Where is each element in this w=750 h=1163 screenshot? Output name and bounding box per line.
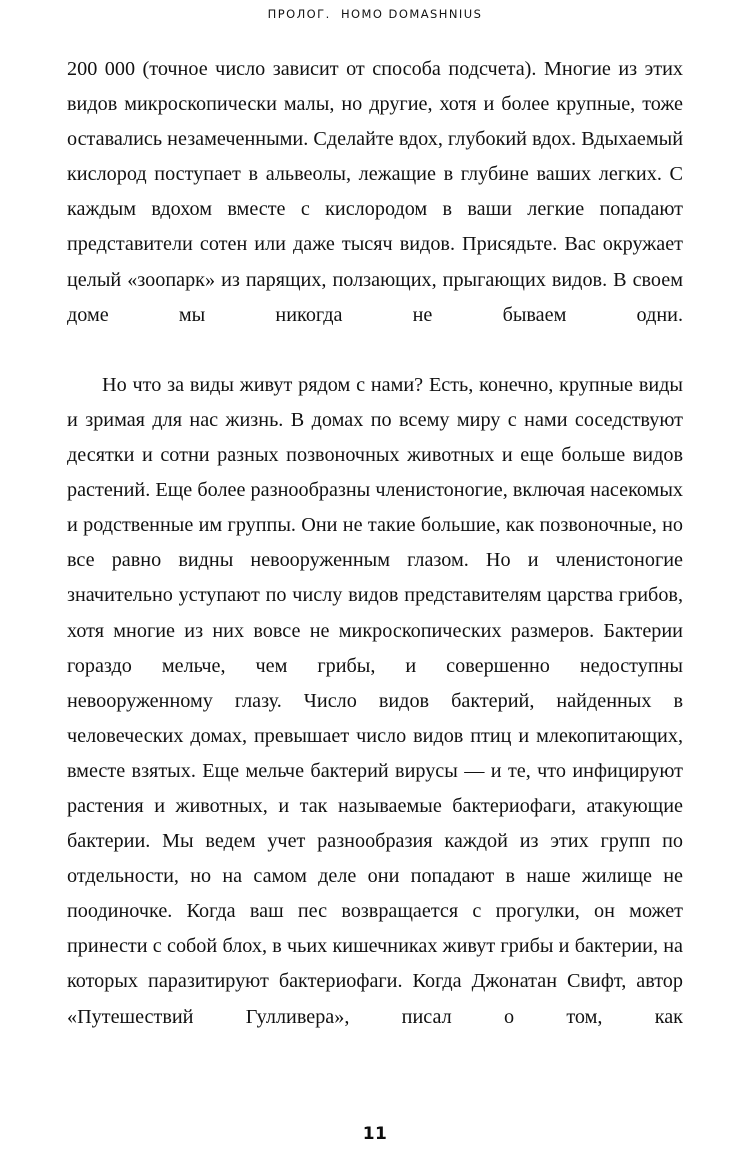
paragraph-2: Но что за виды живут рядом с нами? Есть, конечно, крупные виды и зримая для нас жизнь. В домах по всему миру с нами соседствуют десятки и сотни разных позвоночных животных и еще больше видов растений. Еще более разнообразны членистоногие, включая насекомых и родственные им группы. Они не такие большие, как позвоночные, но все равно видны невооруженным глазом. Но и членистоногие значительно уступают по числу видов представителям царства грибов, хотя многие из них вовсе не микроскопических размеров. Бактерии гораздо мельче, чем грибы, и совершенно недоступны невооруженному глазу. Число видов бактерий, найденных в человеческих домах, превышает число видов птиц и млекопитающих, вместе взятых. Еще мельче бактерий вирусы — и те, что инфицируют растения и животных, и так называемые бактериофаги, атакующие бактерии. Мы ведем учет разнообразия каждой из этих групп по отдельности, но на самом деле они попадают в наше жилище не поодиночке. Когда ваш пес возвращается с прогулки, он может принести с собой блох, в чьих кишечниках живут грибы и бактерии, на которых паразитируют бактериофаги. Когда Джонатан Свифт, автор «Путешествий Гулливера», писал о том, как <box>67 373 683 1028</box>
paragraph-1: 200 000 (точное число зависит от способа подсчета). Многие из этих видов микроскопически малы, но другие, хотя и более крупные, тоже оставались незамеченными. Сделайте вдох, глубокий вдох. Вдыхаемый кислород поступает в альвеолы, лежащие в глубине ваших легких. С каждым вдохом вместе с кислородом в ваши легкие попадают представители сотен или даже тысяч видов. Присядьте. Вас окружает целый «зоопарк» из парящих, ползающих, прыгающих видов. В своем доме мы никогда не бываем одни. <box>67 58 683 326</box>
page-number: 11 <box>362 1124 388 1144</box>
running-header: ПРОЛОГ. HOMO DOMASHNIUS <box>267 7 483 21</box>
body-text-block <box>67 52 683 1070</box>
